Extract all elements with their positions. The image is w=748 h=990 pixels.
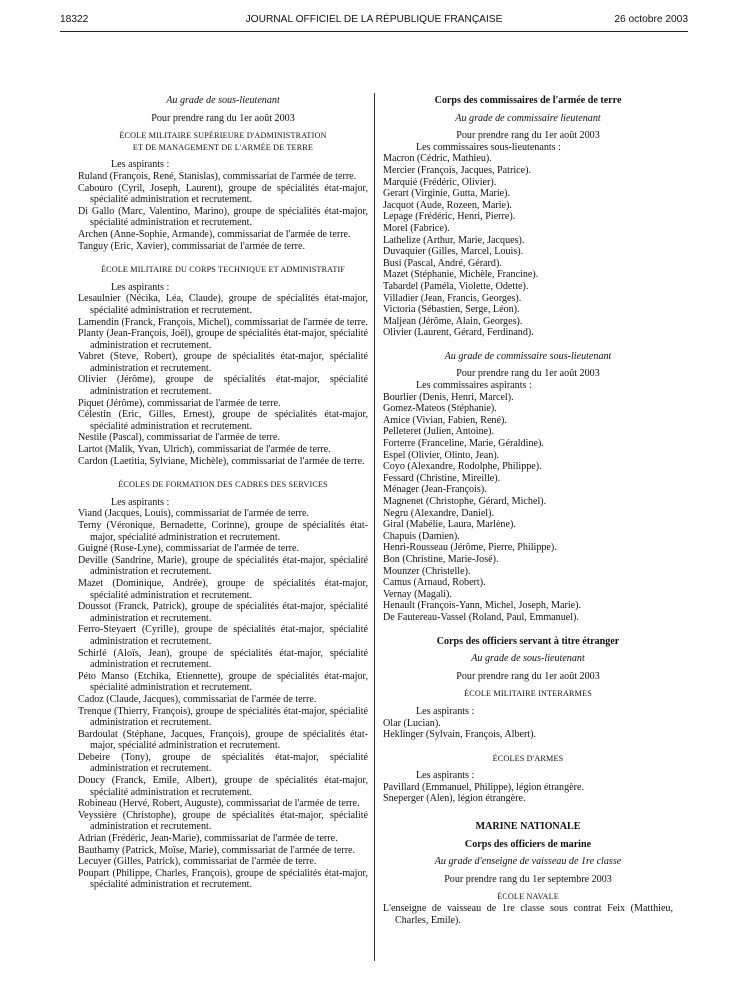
- list-item: Victoria (Sébastien, Serge, Léon).: [383, 304, 520, 316]
- list-item: Marquié (Frédéric, Olivier).: [383, 176, 497, 188]
- aspirants-list: [78, 171, 368, 252]
- list-item: Mazet (Stéphanie, Michèle, Francine).: [383, 269, 539, 281]
- list-item: Cabouro (Cyril, Joseph, Laurent), groupe de spécialités état-major, spécialité administration et recrutement.: [78, 182, 368, 206]
- rang-line: Pour prendre rang du 1er août 2003: [151, 112, 295, 124]
- list-item: Ruland (François, René, Stanislas), commissariat de l'armée de terre.: [78, 170, 357, 182]
- grade-heading: Au grade de sous-lieutenant: [471, 653, 585, 665]
- list-item: Bourlier (Denis, Henri, Marcel).: [383, 391, 514, 403]
- list-item: Heklinger (Sylvain, François, Albert).: [383, 729, 537, 741]
- list-item: Lathelize (Arthur, Marie, Jacques).: [383, 234, 525, 246]
- page-header: [60, 14, 688, 30]
- page-number: 18322: [60, 14, 89, 25]
- list-item: Lepage (Frédéric, Henri, Pierre).: [383, 211, 516, 223]
- list-item: Doucy (Franck, Emile, Albert), groupe de spécialités état-major, spécialité administration et recrutement.: [78, 775, 368, 798]
- list-item: Ménager (Jean-François).: [383, 484, 487, 496]
- list-item: Olivier (Laurent, Gérard, Ferdinand).: [383, 327, 534, 339]
- list-item: Gomez-Mateos (Stéphanie).: [383, 403, 497, 415]
- list-item: Piquet (Jérôme), commissariat de l'armée de terre.: [78, 397, 281, 409]
- list-item: Forterre (Franceline, Marie, Géraldine).: [383, 438, 544, 450]
- list-item: Nestile (Pascal), commissariat de l'armée de terre.: [78, 432, 280, 444]
- list-item: Di Gallo (Marc, Valentino, Marino), groupe de spécialités état-major, spécialité administration et recrutement.: [78, 205, 368, 229]
- list-item: Villadier (Jean, Francis, Georges).: [383, 292, 522, 304]
- list-item: Doussot (Franck, Patrick), groupe de spécialités état-major, spécialité administration et recrutement.: [78, 601, 368, 624]
- list-item: Bauthamy (Patrick, Moïse, Marie), commissariat de l'armée de terre.: [78, 844, 356, 856]
- list-item: Mazet (Dominique, Andrée), groupe de spécialités état-major, spécialité administration et recrutement.: [78, 577, 368, 601]
- list-item: Gerart (Virginie, Gutta, Marie).: [383, 188, 511, 200]
- rang-line: Pour prendre rang du 1er août 2003: [456, 130, 600, 142]
- list-item: Robineau (Hervé, Robert, Auguste), commissariat de l'armée de terre.: [78, 798, 360, 810]
- list-item: Camus (Arnaud, Robert).: [383, 577, 486, 589]
- intro-text: Les aspirants :: [111, 281, 170, 293]
- list-item: Debeire (Tony), groupe de spécialités état-major, spécialité administration et recrutement.: [78, 751, 368, 775]
- intro-text: Les aspirants :: [416, 705, 475, 717]
- rang-line: Pour prendre rang du 1er septembre 2003: [444, 873, 612, 885]
- column-divider: [374, 93, 375, 961]
- grade-heading: Au grade d'enseigne de vaisseau de 1re classe: [434, 856, 622, 868]
- list-item: Henault (François-Yann, Michel, Joseph, Marie).: [383, 600, 582, 612]
- list-item: Lartot (Malik, Yvan, Ulrich), commissariat de l'armée de terre.: [78, 444, 331, 456]
- list-item: Busi (Pascal, André, Gérard).: [383, 257, 502, 269]
- list-item: De Fautereau-Vassel (Roland, Paul, Emmanuel).: [383, 611, 579, 623]
- intro-text: Les aspirants :: [111, 496, 170, 508]
- list-item: Célestin (Eric, Gilles, Ernest), groupe de spécialités état-major, spécialité administration et recrutement.: [78, 409, 368, 432]
- grade-heading: Au grade de commissaire lieutenant: [455, 112, 601, 124]
- list-item: Jacquot (Aude, Rozeen, Marie).: [383, 199, 512, 211]
- list-item: Pavillard (Emmanuel, Philippe), légion étrangère.: [383, 781, 584, 793]
- aspirants-list: [383, 718, 673, 741]
- list-item: Olar (Lucian).: [383, 717, 441, 729]
- list-item: Bardoulat (Stéphane, Jacques, François), groupe de spécialités état-major, spécialité administration et recrutement.: [78, 728, 368, 752]
- list-item: Terny (Véronique, Bernadette, Corinne), groupe de spécialités état-major, spécialité administration et recrutement.: [78, 520, 368, 543]
- corps-heading: Corps des commissaires de l'armée de terre: [434, 95, 622, 106]
- intro-text: Les aspirants :: [416, 770, 475, 782]
- intro-text: Les aspirants :: [111, 159, 170, 171]
- list-item: Chapuis (Damien).: [383, 530, 460, 542]
- issue-date: 26 octobre 2003: [614, 14, 688, 25]
- section-title: ÉCOLE MILITAIRE DU CORPS TECHNIQUE ET ADMINISTRATIF: [100, 265, 346, 275]
- list-item: Lecuyer (Gilles, Patrick), commissariat de l'armée de terre.: [78, 856, 317, 868]
- list-item: Espel (Olivier, Olinto, Jean).: [383, 449, 500, 461]
- list-item: Péto Manso (Etchika, Etiennette), groupe de spécialités état-major, spécialité administration et recrutement.: [78, 670, 368, 694]
- officers-list: [383, 903, 673, 926]
- commissaires-aspirants-list: [383, 392, 673, 624]
- list-item: Macron (Cédric, Mathieu).: [383, 153, 492, 165]
- list-item: L'enseigne de vaisseau de 1re classe sous contrat Feix (Matthieu, Charles, Emile).: [383, 903, 673, 926]
- corps-heading: Corps des officiers servant à titre étranger: [436, 635, 620, 647]
- corps-heading: Corps des officiers de marine: [464, 838, 592, 850]
- list-item: Ferro-Steyaert (Cyrille), groupe de spécialités état-major, spécialité administration et recrutement.: [78, 624, 368, 647]
- list-item: Veyssière (Christophe), groupe de spécialités état-major, spécialité administration et recrutement.: [78, 809, 368, 833]
- list-item: Olivier (Jérôme), groupe de spécialités état-major, spécialité administration et recrutement.: [78, 374, 368, 398]
- list-item: Tanguy (Eric, Xavier), commissariat de l'armée de terre.: [78, 240, 305, 252]
- commissaires-list: [383, 153, 673, 339]
- aspirants-list: [78, 293, 368, 467]
- grade-heading: Au grade de commissaire sous-lieutenant: [444, 350, 612, 362]
- list-item: Trenque (Thierry, François), groupe de spécialités état-major, spécialité administration et recrutement.: [78, 705, 368, 729]
- list-item: Vabret (Steve, Robert), groupe de spécialités état-major, spécialité administration et recrutement.: [78, 351, 368, 374]
- section-title: ÉCOLES D'ARMES: [492, 753, 564, 763]
- aspirants-list: [78, 508, 368, 891]
- header-rule: [60, 31, 688, 32]
- list-item: Mercier (François, Jacques, Patrice).: [383, 164, 531, 176]
- ministry-heading: MARINE NATIONALE: [475, 821, 581, 833]
- list-item: Guigné (Rose-Lyne), commissariat de l'armée de terre.: [78, 543, 299, 555]
- section-title-cont: ET DE MANAGEMENT DE L'ARMÉE DE TERRE: [132, 142, 314, 152]
- list-item: Pelleteret (Julien, Antoine).: [383, 426, 495, 438]
- right-column: [383, 95, 673, 926]
- list-item: Morel (Fabrice).: [383, 222, 450, 234]
- list-item: Cadoz (Claude, Jacques), commissariat de l'armée de terre.: [78, 693, 317, 705]
- rang-line: Pour prendre rang du 1er août 2003: [456, 368, 600, 380]
- list-item: Mounzer (Christelle).: [383, 565, 471, 577]
- list-item: Maljean (Jérôme, Alain, Georges).: [383, 315, 523, 327]
- grade-heading: Au grade de sous-lieutenant: [166, 95, 280, 106]
- list-item: Negru (Alexandre, Daniel).: [383, 507, 494, 519]
- list-item: Planty (Jean-François, Joël), groupe de spécialités état-major, spécialité administration et recrutement.: [78, 328, 368, 351]
- list-item: Henri-Rousseau (Jérôme, Pierre, Philippe).: [383, 542, 557, 554]
- section-title: ÉCOLE MILITAIRE INTERARMES: [464, 689, 592, 699]
- aspirants-list: [383, 782, 673, 805]
- intro-text: Les commissaires sous-lieutenants :: [416, 141, 561, 153]
- list-item: Viand (Jacques, Louis), commissariat de l'armée de terre.: [78, 508, 310, 520]
- list-item: Adrian (Frédéric, Jean-Marie), commissariat de l'armée de terre.: [78, 833, 338, 845]
- section-title: ÉCOLES DE FORMATION DES CADRES DES SERVICES: [118, 480, 328, 490]
- list-item: Sneperger (Alen), légion étrangère.: [383, 793, 526, 805]
- list-item: Schirlé (Aloïs, Jean), groupe de spécialités état-major, spécialité administration et recrutement.: [78, 647, 368, 671]
- list-item: Coyo (Alexandre, Rodolphe, Philippe).: [383, 461, 542, 473]
- list-item: Poupart (Philippe, Charles, François), groupe de spécialités état-major, spécialité administration et recrutement.: [78, 867, 368, 891]
- list-item: Bon (Christine, Marie-José).: [383, 553, 499, 565]
- list-item: Amice (Vivian, Fabien, René).: [383, 414, 507, 426]
- list-item: Lamendin (Franck, François, Michel), commissariat de l'armée de terre.: [78, 316, 368, 328]
- left-column: [78, 95, 368, 891]
- list-item: Archen (Anne-Sophie, Armande), commissariat de l'armée de terre.: [78, 228, 351, 240]
- list-item: Magnenet (Christophe, Gérard, Michel).: [383, 496, 547, 507]
- list-item: Deville (Sandrine, Marie), groupe de spécialités état-major, spécialité administration et recrutement.: [78, 554, 368, 578]
- rang-line: Pour prendre rang du 1er août 2003: [456, 670, 600, 682]
- list-item: Cardon (Laetitia, Sylviane, Michèle), commissariat de l'armée de terre.: [78, 455, 365, 467]
- section-title: ÉCOLE NAVALE: [497, 892, 559, 902]
- list-item: Duvaquier (Gilles, Marcel, Louis).: [383, 246, 524, 258]
- list-item: Tabardel (Paméla, Violette, Odette).: [383, 280, 529, 292]
- intro-text: Les commissaires aspirants :: [416, 380, 532, 392]
- list-item: Vernay (Magali).: [383, 588, 452, 600]
- section-title: ÉCOLE MILITAIRE SUPÉRIEURE D'ADMINISTRATION: [119, 131, 327, 141]
- list-item: Giral (Mabélie, Laura, Marlène).: [383, 519, 516, 531]
- list-item: Fessard (Christine, Mireille).: [383, 472, 501, 484]
- list-item: Lesaulnier (Nécika, Léa, Claude), groupe de spécialités état-major, spécialité administration et recrutement.: [78, 293, 368, 316]
- journal-title: JOURNAL OFFICIEL DE LA RÉPUBLIQUE FRANÇAISE: [245, 14, 503, 25]
